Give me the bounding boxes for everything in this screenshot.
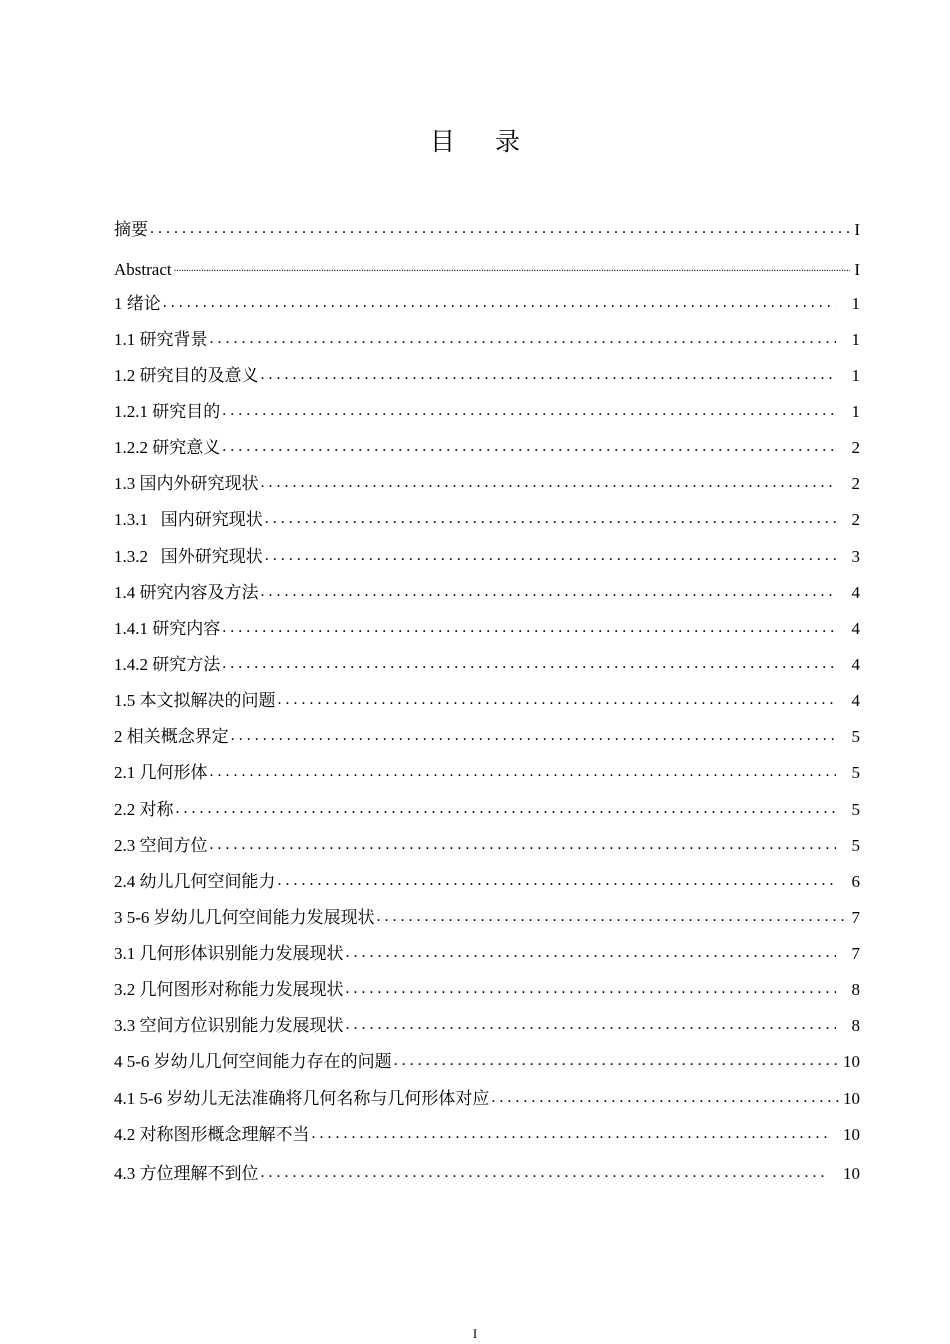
toc-entry-1-1[interactable]: [114, 320, 860, 350]
dot-leader: [278, 871, 836, 892]
toc-entry-page: 3: [851, 547, 860, 566]
dot-leader: [346, 943, 836, 964]
toc-entry-label: 1.3.2 国外研究现状: [114, 547, 263, 566]
toc-entry-label: 摘要: [114, 220, 148, 239]
toc-entry-label: 1.2 研究目的及意义: [114, 366, 259, 385]
toc-entry-3-2[interactable]: [114, 970, 860, 1000]
toc-entry-1-5[interactable]: [114, 681, 860, 711]
toc-entry-2-2[interactable]: [114, 790, 860, 820]
dot-leader: [377, 907, 848, 928]
toc-entry-page: 10: [843, 1089, 860, 1108]
dot-leader: [261, 1163, 828, 1184]
toc-entry-label: 3.3 空间方位识别能力发展现状: [114, 1016, 344, 1035]
toc-entry-label: 4.3 方位理解不到位: [114, 1164, 259, 1183]
dot-leader: [210, 762, 836, 783]
dot-leader: [261, 582, 836, 603]
toc-entry-page: 8: [851, 1016, 860, 1035]
toc-entry-page: 8: [851, 980, 860, 999]
toc-entry-1-4-2[interactable]: [114, 645, 860, 675]
toc-entry-page: 5: [851, 763, 860, 782]
toc-entry-1-2-2[interactable]: [114, 428, 860, 458]
toc-entry-page: 10: [843, 1164, 860, 1183]
toc-entry-page: 1: [851, 294, 860, 313]
toc-entry-page: 1: [851, 330, 860, 349]
toc-entry-label: 1.2.2 研究意义: [114, 438, 221, 457]
toc-entry-label: 1.1 研究背景: [114, 330, 208, 349]
toc-entry-label: 1.3.1 国内研究现状: [114, 510, 263, 529]
toc-entry-label: 4.1 5-6 岁幼儿无法准确将几何名称与几何形体对应: [114, 1089, 490, 1108]
toc-entry-4[interactable]: [114, 1042, 860, 1072]
toc-entry-label: 2.3 空间方位: [114, 836, 208, 855]
toc-entry-label: 2 相关概念界定: [114, 727, 229, 746]
toc-entry-label: 4.2 对称图形概念理解不当: [114, 1125, 310, 1144]
dot-leader: [231, 726, 836, 747]
toc-entry-page: 7: [851, 944, 860, 963]
toc-entry-page: 5: [851, 800, 860, 819]
toc-entry-label: 2.4 幼儿几何空间能力: [114, 872, 276, 891]
toc-entry-page: 4: [851, 583, 860, 602]
toc-entry-page: I: [854, 220, 860, 239]
dot-leader: [222, 401, 835, 422]
toc-entry-label: 1.2.1 研究目的: [114, 402, 221, 421]
toc-entry-1-3-1[interactable]: [114, 500, 860, 530]
toc-entry-abstract-cn[interactable]: [114, 210, 860, 240]
dot-leader: [261, 473, 836, 494]
toc-entry-2-3[interactable]: [114, 826, 860, 856]
toc-entry-label: 1.5 本文拟解决的问题: [114, 691, 276, 710]
toc-entry-label: 3.1 几何形体识别能力发展现状: [114, 944, 344, 963]
toc-entry-page: 5: [851, 836, 860, 855]
dot-leader: [176, 799, 836, 820]
toc-entry-page: 10: [843, 1052, 860, 1071]
dot-leader: [222, 437, 835, 458]
toc-entry-page: 6: [851, 872, 860, 891]
toc-entry-1-2[interactable]: [114, 356, 860, 386]
dot-leader: [312, 1124, 828, 1145]
dot-leader: [150, 219, 850, 240]
dot-leader: [265, 509, 836, 530]
toc-entry-1-3-2[interactable]: [114, 537, 860, 567]
toc-entry-page: 5: [851, 727, 860, 746]
toc-entry-1-4-1[interactable]: [114, 609, 860, 639]
dot-leader: [491, 1088, 839, 1109]
dot-leader: [394, 1051, 839, 1072]
toc-entry-label: 3.2 几何图形对称能力发展现状: [114, 980, 344, 999]
dot-leader: [210, 835, 836, 856]
toc-entry-4-2[interactable]: [114, 1115, 860, 1145]
dot-leader: [265, 546, 836, 567]
dot-leader: [222, 618, 835, 639]
toc-entry-page: 7: [851, 908, 860, 927]
toc-entry-label: 1 绪论: [114, 294, 161, 313]
toc-entry-label: 2.2 对称: [114, 800, 174, 819]
dot-leader: [210, 329, 836, 350]
toc-entry-label: 1.4.2 研究方法: [114, 655, 221, 674]
dot-leader: [346, 979, 836, 1000]
dot-leader: [261, 365, 836, 386]
dot-leader: [222, 654, 835, 675]
toc-entry-label: 1.3 国内外研究现状: [114, 474, 259, 493]
dot-leader: [346, 1015, 836, 1036]
toc-entry-1-2-1[interactable]: [114, 392, 860, 422]
toc-entry-4-1[interactable]: [114, 1079, 860, 1109]
page-number: I: [472, 1326, 478, 1341]
toc-entry-label: 1.4 研究内容及方法: [114, 583, 259, 602]
toc-entry-page: 2: [851, 510, 860, 529]
toc-entry-3[interactable]: [114, 898, 860, 928]
toc-entry-4-3[interactable]: [114, 1154, 860, 1184]
toc-entry-label: 3 5-6 岁幼儿几何空间能力发展现状: [114, 908, 375, 927]
toc-entry-2-1[interactable]: [114, 753, 860, 783]
toc-entry-1-3[interactable]: [114, 464, 860, 494]
toc-entry-abstract-en[interactable]: [114, 250, 860, 280]
toc-entry-page: 2: [851, 474, 860, 493]
toc-entry-label: 2.1 几何形体: [114, 763, 208, 782]
toc-entry-page: 1: [851, 366, 860, 385]
toc-entry-2-4[interactable]: [114, 862, 860, 892]
toc-entry-page: I: [854, 260, 860, 279]
page-title: 目 录: [430, 127, 536, 156]
toc-entry-label: Abstract: [114, 260, 172, 279]
toc-entry-page: 4: [851, 655, 860, 674]
toc-entry-2[interactable]: [114, 717, 860, 747]
toc-entry-1[interactable]: [114, 284, 860, 314]
toc-entry-page: 2: [851, 438, 860, 457]
toc-entry-1-4[interactable]: [114, 573, 860, 603]
toc-entry-label: 4 5-6 岁幼儿几何空间能力存在的问题: [114, 1052, 392, 1071]
toc-entry-page: 4: [851, 619, 860, 638]
toc-entry-page: 10: [843, 1125, 860, 1144]
toc-entry-3-3[interactable]: [114, 1006, 860, 1036]
dot-leader: [278, 690, 836, 711]
toc-entry-page: 4: [851, 691, 860, 710]
toc-entry-3-1[interactable]: [114, 934, 860, 964]
dot-leader: [174, 257, 851, 280]
dot-leader: [163, 293, 836, 314]
toc-entry-label: 1.4.1 研究内容: [114, 619, 221, 638]
toc-entry-page: 1: [851, 402, 860, 421]
